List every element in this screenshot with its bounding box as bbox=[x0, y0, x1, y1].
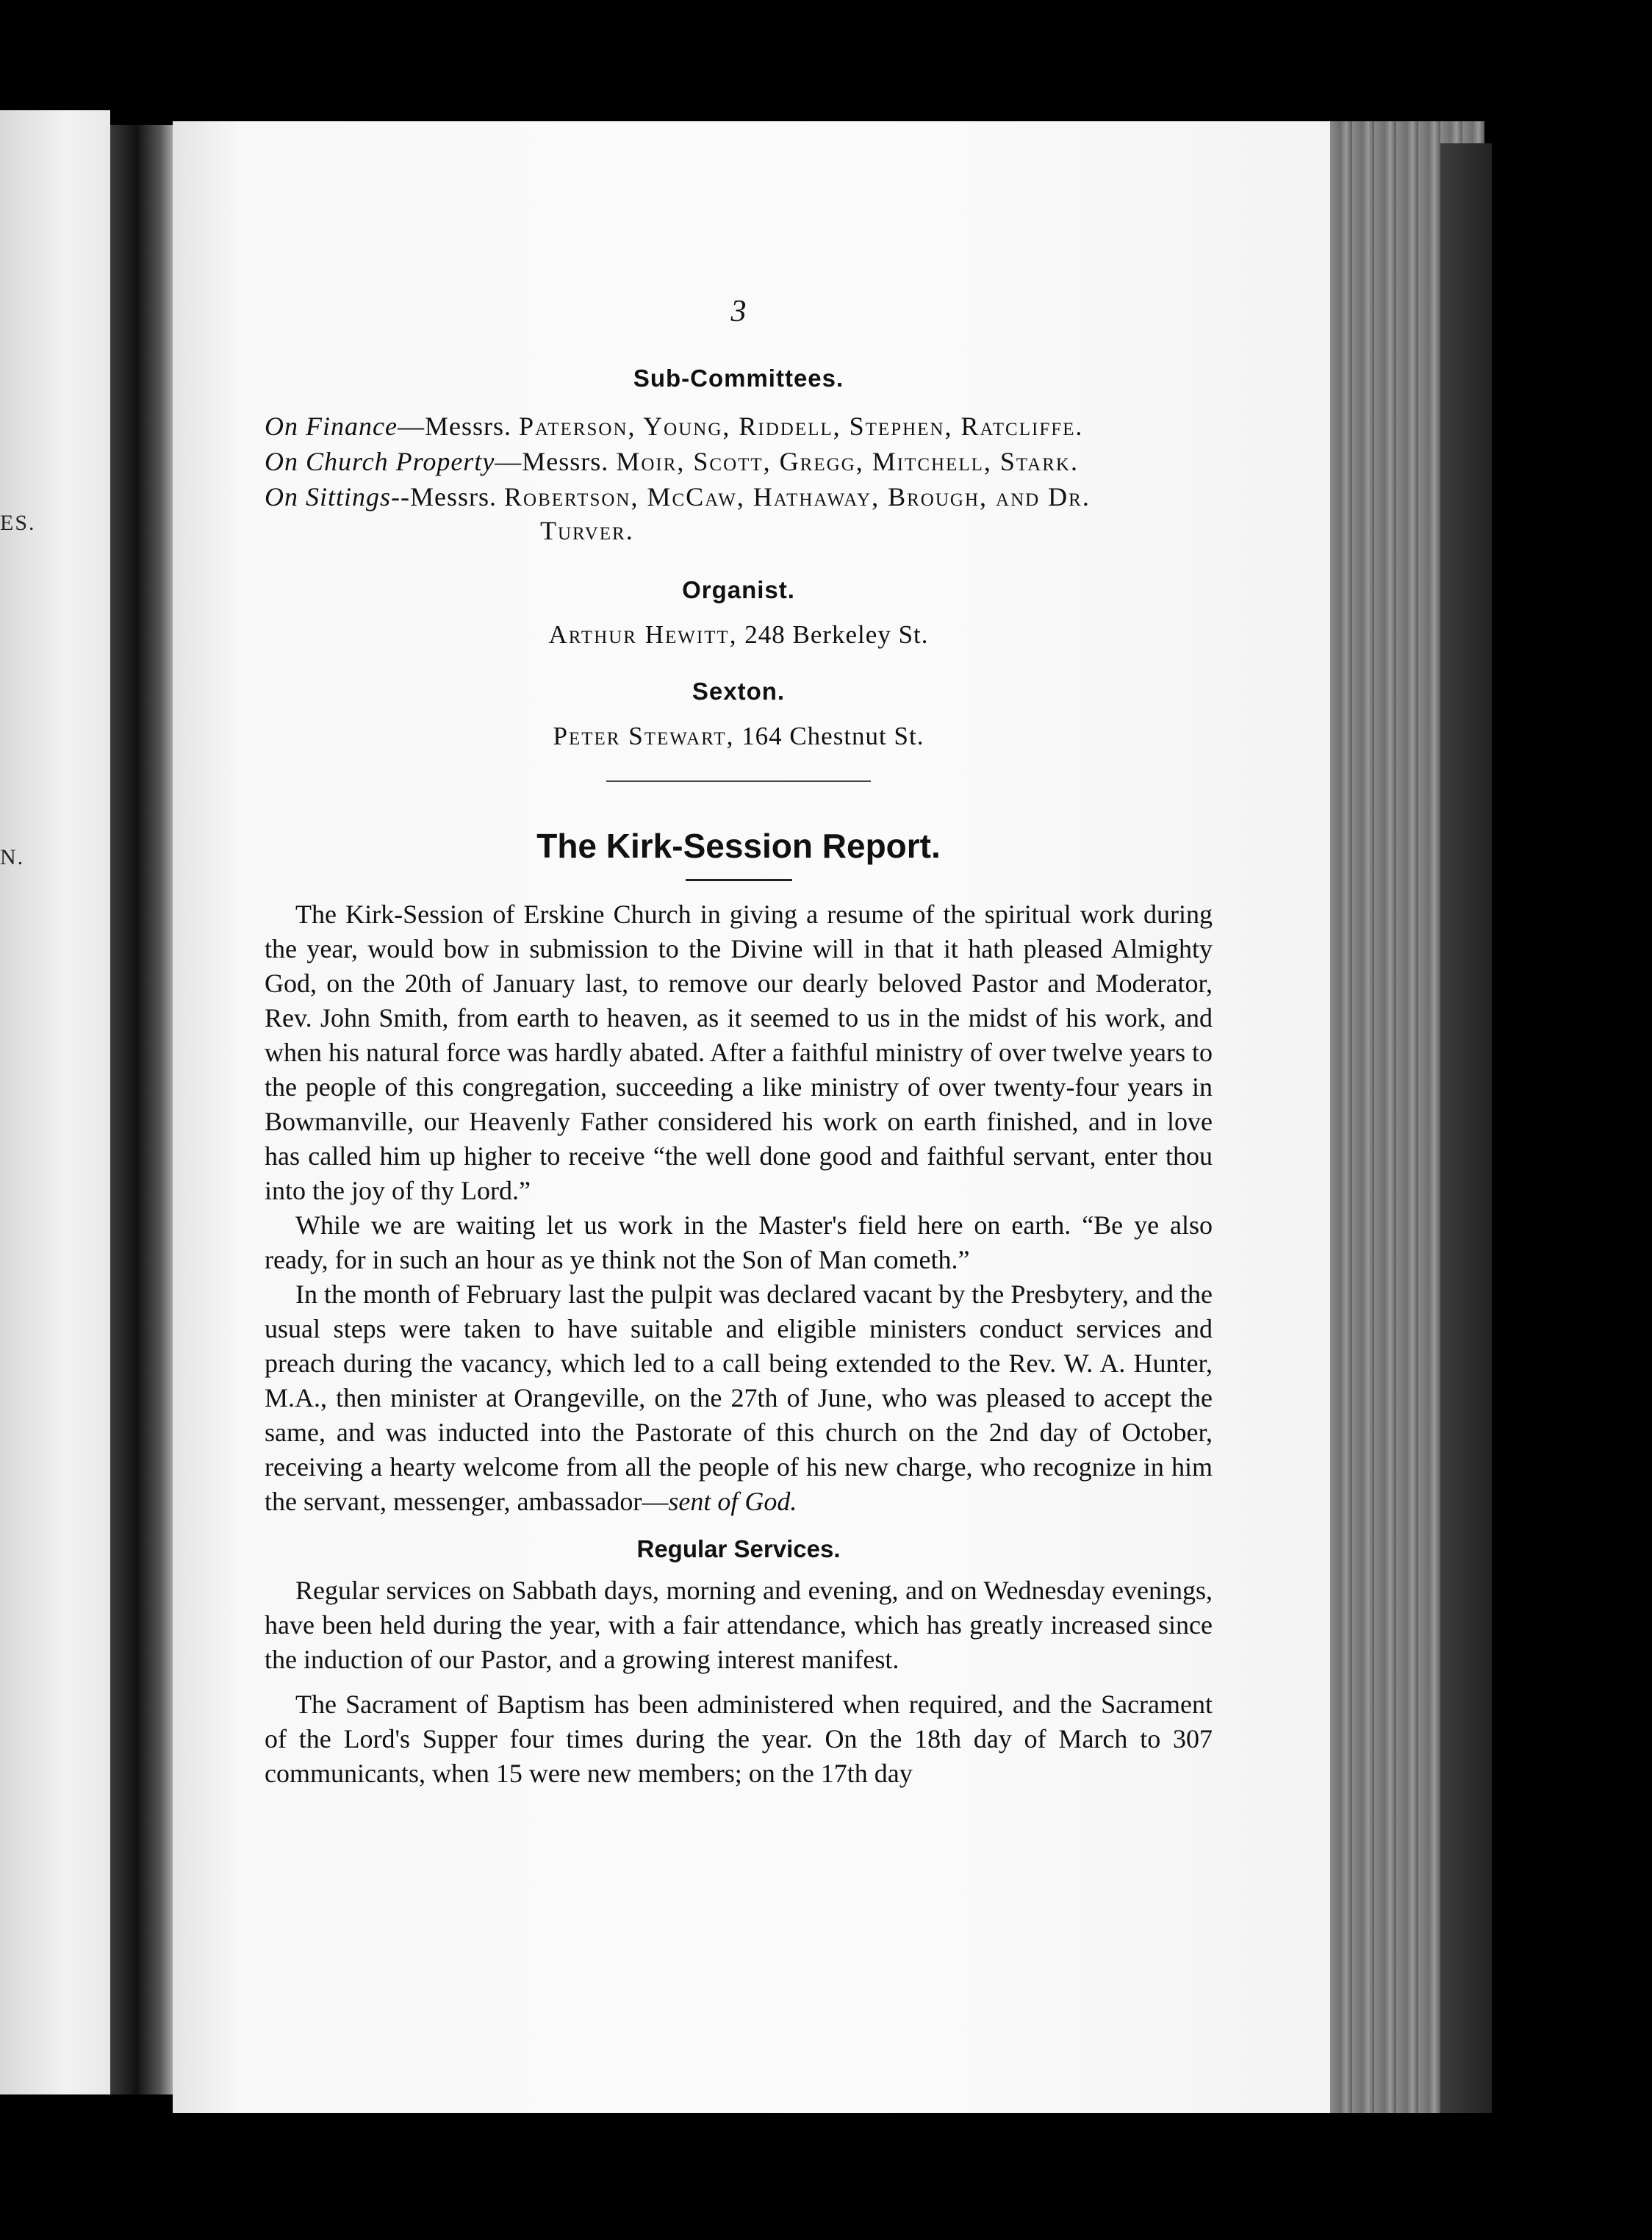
sexton-address: 164 Chestnut St. bbox=[734, 722, 924, 750]
committee-members: Robertson, McCaw, Hathaway, Brough, and Dr. bbox=[504, 482, 1091, 511]
organist-address: 248 Berkeley St. bbox=[737, 620, 929, 649]
page-fore-edge-shadow bbox=[1440, 143, 1492, 2113]
committee-lead: —Messrs. bbox=[397, 412, 519, 441]
title-rule bbox=[686, 879, 792, 881]
services-paragraph: The Sacrament of Baptism has been administered when required, and the Sacrament of the Lord's Supper four times during the year. On the 18th day of March to 307 communicants, when 15 were new members; on the 17th day bbox=[265, 1690, 1213, 1788]
regular-services-heading: Regular Services. bbox=[636, 1535, 841, 1562]
report-paragraph-italic: sent of God. bbox=[668, 1487, 797, 1516]
organist-heading: Organist. bbox=[682, 576, 795, 603]
report-title: The Kirk-Session Report. bbox=[536, 827, 941, 865]
services-paragraph: Regular services on Sabbath days, morning and evening, and on Wednesday evenings, have been held during the year, with a fair attendance, which has greatly increased since the induction of our Pastor, and a growing interest manifest. bbox=[265, 1576, 1213, 1674]
sittings-committee bbox=[265, 479, 1213, 514]
section-divider bbox=[606, 780, 871, 782]
report-paragraph bbox=[265, 1277, 1213, 1519]
report-paragraph: The Kirk-Session of Erskine Church in giving a resume of the spiritual work during the year, would bow in submission to the Divine will in that it hath pleased Almighty God, on the 20th of January last, to remove our dearly beloved Pastor and Moderator, Rev. John Smith, from earth to heaven, as it seemed to us in the midst of his work, and when his natural force was hardly abated. After a faithful ministry of over twelve years to the people of this congregation, succeeding a like ministry of over twenty-four years in Bowmanville, our Heavenly Father considered his work on earth finished, and in love has called him up higher to receive “the well done good and faithful servant, enter thou into the joy of thy Lord.” bbox=[265, 900, 1213, 1205]
left-page-fragment: N. bbox=[0, 845, 25, 869]
left-page-fragment: ES. bbox=[0, 511, 36, 535]
committee-lead: —Messrs. bbox=[495, 447, 617, 476]
organist-entry bbox=[265, 620, 1213, 650]
sexton-heading: Sexton. bbox=[692, 678, 786, 705]
committee-label: On Finance bbox=[265, 412, 398, 441]
committee-label: On Sittings bbox=[265, 482, 392, 511]
left-facing-page bbox=[0, 110, 110, 2094]
book-gutter bbox=[110, 125, 176, 2094]
page-content bbox=[265, 294, 1213, 1791]
organist-name: Arthur Hewitt, bbox=[548, 620, 738, 649]
sexton-entry bbox=[265, 722, 1213, 751]
committee-members: Paterson, Young, Riddell, Stephen, Ratcliffe. bbox=[518, 412, 1084, 441]
committee-members-continuation: Turver. bbox=[540, 516, 634, 545]
committee-lead: --Messrs. bbox=[391, 482, 504, 511]
page-number: 3 bbox=[730, 295, 747, 329]
property-committee bbox=[265, 444, 1213, 479]
subcommittees-heading: Sub-Committees. bbox=[633, 365, 844, 392]
report-paragraph: While we are waiting let us work in the Master's field here on earth. “Be ye also ready, for in such an hour as ye think not the Son of Man cometh.” bbox=[265, 1210, 1213, 1274]
committee-members: Moir, Scott, Gregg, Mitchell, Stark. bbox=[616, 447, 1079, 476]
finance-committee bbox=[265, 409, 1213, 444]
report-paragraph-text: In the month of February last the pulpit was declared vacant by the Presbytery, and the usual steps were taken to have suitable and eligible ministers conduct services and preach during the vacancy, which led to a call being extended to the Rev. W. A. Hunter, M.A., then minister at Orangeville, on the 27th of June, who was pleased to accept the same, and was inducted into the Pastorate of this church on the 2nd day of October, receiving a hearty welcome from all the people of his new charge, who recognize in him the servant, messenger, ambassador— bbox=[265, 1279, 1213, 1516]
sexton-name: Peter Stewart, bbox=[553, 722, 735, 750]
committee-label: On Church Property bbox=[265, 447, 495, 476]
